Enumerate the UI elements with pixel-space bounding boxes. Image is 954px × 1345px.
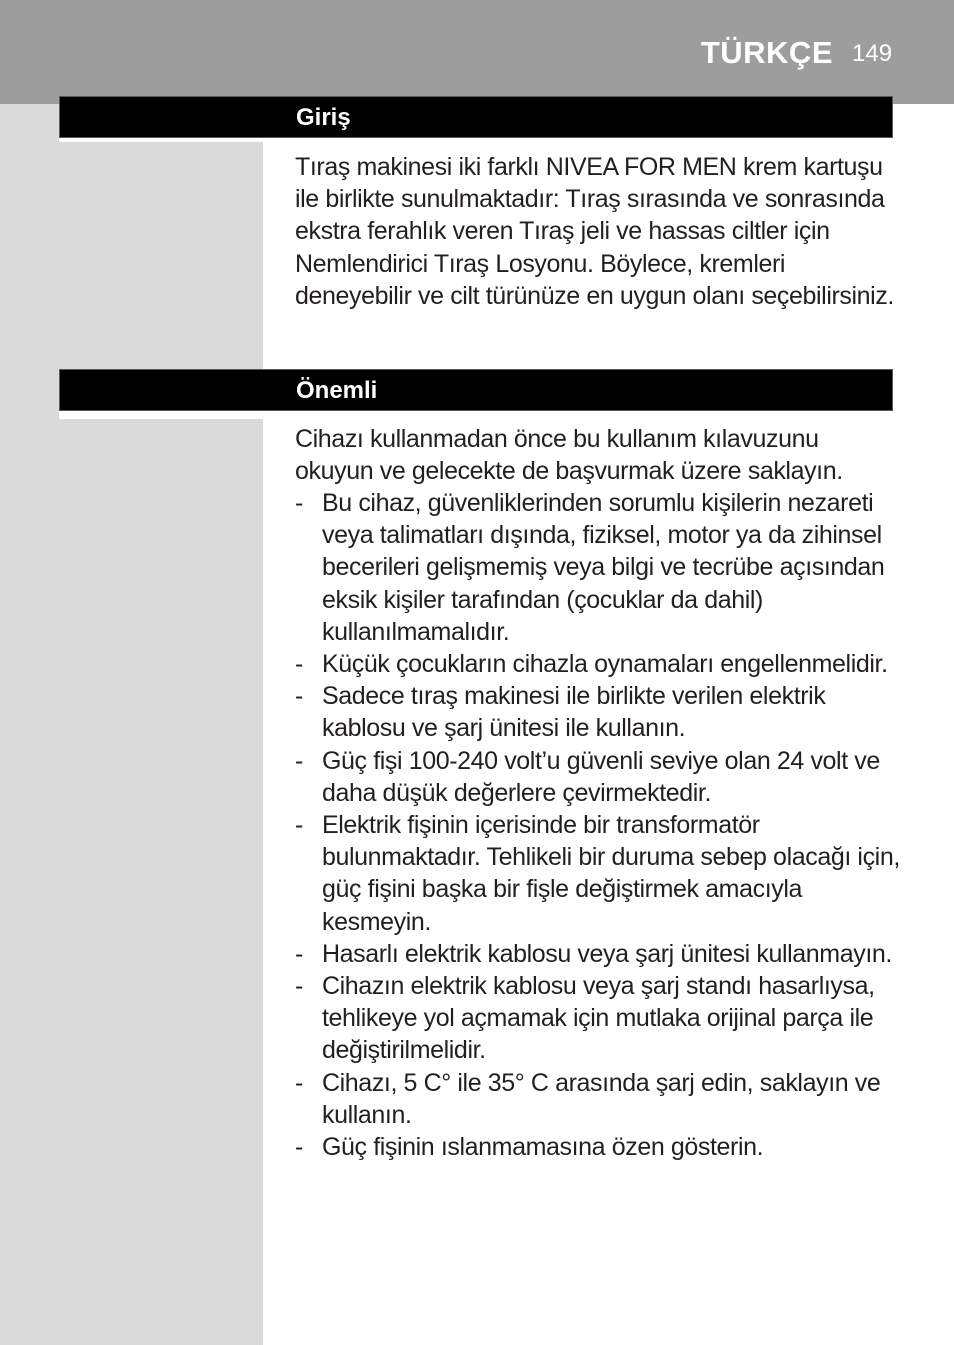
list-item [295,745,900,809]
section-underline-strip [59,411,263,419]
list-item-text: Küçük çocukların cihazla oynamaları engellenmelidir. [322,650,888,679]
list-item [295,680,900,744]
bullet-dash: - [295,939,303,968]
bullet-dash: - [295,811,303,840]
list-item [295,970,900,1067]
list-item [295,1067,900,1131]
section-bar-onemli [59,369,893,411]
section-bar-giris [59,96,893,138]
list-item-text: Güç fişinin ıslanmamasına özen gösterin. [322,1133,764,1162]
list-item-text: Cihazın elektrik kablosu veya şarj standı hasarlıysa, tehlikeye yol açmamak için mutlaka orijinal parça ile değiştirilmelidir. [322,972,875,1065]
page-number: 149 [852,40,893,67]
bullet-dash: - [295,746,303,775]
section-title-onemli: Önemli [296,377,378,404]
intro-paragraph: Tıraş makinesi iki farklı NIVEA FOR MEN krem kartuşu ile birlikte sunulmaktadır: Tıraş sırasında ve sonrasında ekstra ferahlık veren Tıraş jeli ve hassas ciltler için Nemlendirici Tıraş Losyonu. Böylece, kremleri deneyebilir ve cilt türünüze en uygun olanı seçebilirsiniz. [295,153,894,310]
list-item-text: Bu cihaz, güvenliklerinden sorumlu kişilerin nezareti veya talimatları dışında, fiziksel, motor ya da zihinsel becerileri gelişmemiş veya bilgi ve tecrübe açısından eksik kişiler tarafından (çocuklar da dahil) kullanılmamalıdır. [322,489,885,646]
side-margin-column [0,104,263,1345]
list-item-text: Elektrik fişinin içerisinde bir transformatör bulunmaktadır. Tehlikeli bir duruma sebep olacağı için, güç fişini başka bir fişle değiştirmek amacıyla kesmeyin. [322,811,900,936]
bullet-dash: - [295,972,303,1001]
important-paragraph: Cihazı kullanmadan önce bu kullanım kılavuzunu okuyun ve gelecekte de başvurmak üzere saklayın. [295,425,843,486]
section-title-giris: Giriş [296,104,351,131]
safety-warning-list [295,487,900,1163]
list-item-text: Güç fişi 100-240 volt’u güvenli seviye olan 24 volt ve daha düşük değerlere çevirmektedir. [322,746,880,807]
page-language-title: TÜRKÇE [700,35,833,70]
bullet-dash: - [295,1133,303,1162]
list-item [295,938,900,970]
list-item [295,809,900,938]
section-underline-strip [59,138,263,142]
bullet-dash: - [295,1068,303,1097]
list-item-text: Hasarlı elektrik kablosu veya şarj ünitesi kullanmayın. [322,939,892,968]
list-item-text: Sadece tıraş makinesi ile birlikte verilen elektrik kablosu ve şarj ünitesi ile kullanın. [322,682,826,743]
list-item [295,487,900,648]
bullet-dash: - [295,489,303,517]
list-item-text: Cihazı, 5 C° ile 35° C arasında şarj edin, saklayın ve kullanın. [322,1068,881,1129]
list-item [295,1131,900,1163]
bullet-dash: - [295,682,303,711]
bullet-dash: - [295,650,303,679]
list-item [295,648,900,680]
